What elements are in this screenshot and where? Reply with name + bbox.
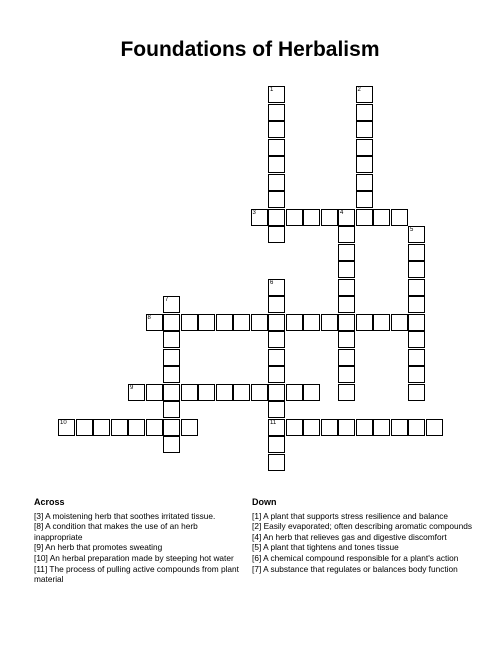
grid-cell[interactable] bbox=[251, 384, 268, 401]
grid-cell[interactable] bbox=[391, 419, 408, 436]
grid-cell[interactable] bbox=[233, 384, 250, 401]
grid-cell[interactable] bbox=[408, 296, 425, 313]
grid-cell[interactable] bbox=[163, 331, 180, 348]
grid-cell[interactable] bbox=[408, 314, 425, 331]
grid-cell[interactable] bbox=[268, 454, 285, 471]
clue-text: An herb that promotes sweating bbox=[45, 542, 163, 553]
grid-cell[interactable] bbox=[268, 401, 285, 418]
clue-number: 10 bbox=[36, 552, 46, 563]
grid-cell[interactable] bbox=[268, 419, 285, 436]
grid-cell[interactable] bbox=[146, 384, 163, 401]
across-heading: Across bbox=[34, 497, 65, 507]
down-clue: [4] An herb that relieves gas and digestive discomfort bbox=[252, 531, 447, 542]
grid-cell[interactable] bbox=[338, 279, 355, 296]
clue-number: 6 bbox=[254, 552, 259, 563]
grid-cell[interactable] bbox=[408, 419, 425, 436]
clue-number: 3 bbox=[36, 510, 41, 521]
grid-cell[interactable] bbox=[286, 419, 303, 436]
grid-cell[interactable] bbox=[93, 419, 110, 436]
down-clues bbox=[252, 497, 474, 574]
clue-number: 11 bbox=[36, 563, 45, 574]
grid-cell[interactable] bbox=[356, 209, 373, 226]
down-heading: Down bbox=[252, 497, 277, 507]
cell-number: 2 bbox=[357, 87, 361, 93]
down-clue: [1] A plant that supports stress resilience and balance bbox=[252, 510, 449, 521]
grid-cell[interactable] bbox=[268, 104, 285, 121]
cell-number: 7 bbox=[165, 297, 169, 303]
grid-cell[interactable] bbox=[391, 209, 408, 226]
grid-cell[interactable] bbox=[408, 366, 425, 383]
cell-number: 5 bbox=[410, 227, 414, 233]
grid-cell[interactable] bbox=[408, 279, 425, 296]
across-clues bbox=[34, 497, 246, 585]
grid-cell[interactable] bbox=[268, 279, 285, 296]
grid-cell[interactable] bbox=[268, 314, 285, 331]
grid-cell[interactable] bbox=[408, 331, 425, 348]
grid-cell[interactable] bbox=[163, 349, 180, 366]
clue-number: 2 bbox=[254, 521, 259, 532]
grid-cell[interactable] bbox=[338, 384, 355, 401]
grid-cell[interactable] bbox=[163, 296, 180, 313]
grid-cell[interactable] bbox=[303, 314, 320, 331]
across-list bbox=[34, 511, 246, 585]
grid-cell[interactable] bbox=[286, 209, 303, 226]
grid-cell[interactable] bbox=[408, 244, 425, 261]
grid-cell[interactable] bbox=[268, 226, 285, 243]
clue-text: A substance that regulates or balances body function bbox=[263, 563, 458, 574]
grid-cell[interactable] bbox=[268, 139, 285, 156]
grid-cell[interactable] bbox=[338, 366, 355, 383]
grid-cell[interactable] bbox=[408, 384, 425, 401]
grid-cell[interactable] bbox=[356, 191, 373, 208]
across-clue: [8] A condition that makes the use of an herb inappropriate bbox=[34, 521, 198, 542]
grid-cell[interactable] bbox=[356, 121, 373, 138]
grid-cell[interactable] bbox=[338, 349, 355, 366]
grid-cell[interactable] bbox=[268, 86, 285, 103]
grid-cell[interactable] bbox=[303, 209, 320, 226]
clue-text: A plant that tightens and tones tissue bbox=[263, 542, 399, 553]
grid-cell[interactable] bbox=[408, 261, 425, 278]
grid-cell[interactable] bbox=[338, 419, 355, 436]
across-clue: [9] An herb that promotes sweating bbox=[34, 542, 163, 553]
grid-cell[interactable] bbox=[338, 296, 355, 313]
grid-cell[interactable] bbox=[181, 314, 198, 331]
clue-text: A chemical compound responsible for a plant's action bbox=[263, 552, 459, 563]
grid-cell[interactable] bbox=[321, 419, 338, 436]
cell-number: 3 bbox=[252, 209, 256, 216]
down-clue: [6] A chemical compound responsible for a plant's action bbox=[252, 552, 459, 563]
across-clue: [10] An herbal preparation made by steeping hot water bbox=[34, 552, 234, 563]
grid-cell[interactable] bbox=[111, 419, 128, 436]
grid-cell[interactable] bbox=[128, 419, 145, 436]
grid-cell[interactable] bbox=[233, 314, 250, 331]
grid-cell[interactable] bbox=[268, 331, 285, 348]
grid-cell[interactable] bbox=[356, 139, 373, 156]
clue-text: An herb that relieves gas and digestive discomfort bbox=[263, 531, 447, 542]
grid-cell[interactable] bbox=[163, 419, 180, 436]
grid-cell[interactable] bbox=[181, 384, 198, 401]
grid-cell[interactable] bbox=[338, 244, 355, 261]
grid-cell[interactable] bbox=[58, 419, 75, 436]
across-clue: [11] The process of pulling active compounds from plant material bbox=[34, 563, 239, 585]
grid-cell[interactable] bbox=[286, 384, 303, 401]
grid-cell[interactable] bbox=[146, 419, 163, 436]
grid-cell[interactable] bbox=[373, 314, 390, 331]
clue-number: 8 bbox=[36, 521, 41, 532]
grid-cell[interactable] bbox=[268, 349, 285, 366]
grid-cell[interactable] bbox=[408, 226, 425, 243]
grid-cell[interactable] bbox=[321, 209, 338, 226]
clue-number: 4 bbox=[254, 531, 259, 542]
puzzle-title: Foundations of Herbalism bbox=[120, 38, 380, 61]
cell-number: 6 bbox=[270, 279, 274, 286]
grid-cell[interactable] bbox=[181, 419, 198, 436]
clue-text: Easily evaporated; often describing aromatic compounds bbox=[263, 521, 473, 532]
grid-cell[interactable] bbox=[163, 366, 180, 383]
grid-cell[interactable] bbox=[268, 156, 285, 173]
grid-cell[interactable] bbox=[268, 366, 285, 383]
grid-cell[interactable] bbox=[268, 436, 285, 453]
across-clue: [3] A moistening herb that soothes irritated tissue. bbox=[34, 510, 216, 521]
grid-cell[interactable] bbox=[268, 174, 285, 191]
cell-number: 1 bbox=[270, 87, 274, 93]
grid-cell[interactable] bbox=[338, 226, 355, 243]
down-clue: [7] A substance that regulates or balances body function bbox=[252, 563, 458, 574]
cell-number: 9 bbox=[130, 384, 134, 391]
down-clue: [2] Easily evaporated; often describing aromatic compounds bbox=[252, 521, 473, 532]
grid-cell[interactable] bbox=[163, 314, 180, 331]
grid-cell[interactable] bbox=[356, 104, 373, 121]
clue-number: 7 bbox=[254, 563, 259, 574]
grid-cell[interactable] bbox=[373, 419, 390, 436]
down-clue: [5] A plant that tightens and tones tissue bbox=[252, 542, 399, 553]
clue-text: The process of pulling active compounds from plant material bbox=[34, 563, 239, 585]
cell-number: 10 bbox=[60, 419, 67, 426]
grid-cell[interactable] bbox=[356, 156, 373, 173]
grid-cell[interactable] bbox=[251, 314, 268, 331]
grid-cell[interactable] bbox=[268, 296, 285, 313]
grid-cell[interactable] bbox=[391, 314, 408, 331]
clue-number: 5 bbox=[254, 542, 259, 553]
grid-cell[interactable] bbox=[146, 314, 163, 331]
cell-number: 11 bbox=[270, 419, 277, 426]
grid-cell[interactable] bbox=[198, 314, 215, 331]
grid-cell[interactable] bbox=[338, 314, 355, 331]
grid-cell[interactable] bbox=[163, 384, 180, 401]
grid-cell[interactable] bbox=[268, 191, 285, 208]
grid-cell[interactable] bbox=[356, 419, 373, 436]
grid-cell[interactable] bbox=[373, 209, 390, 226]
grid-cell[interactable] bbox=[216, 384, 233, 401]
grid-cell[interactable] bbox=[408, 349, 425, 366]
grid-cell[interactable] bbox=[76, 419, 93, 436]
grid-cell[interactable] bbox=[426, 419, 443, 436]
down-list bbox=[252, 511, 474, 575]
grid-cell[interactable] bbox=[163, 436, 180, 453]
clue-text: A plant that supports stress resilience and balance bbox=[263, 510, 449, 521]
grid-cell[interactable] bbox=[286, 314, 303, 331]
grid-cell[interactable] bbox=[356, 174, 373, 191]
grid-cell[interactable] bbox=[356, 86, 373, 103]
grid-cell[interactable] bbox=[251, 209, 268, 226]
clue-text: A moistening herb that soothes irritated tissue. bbox=[45, 510, 216, 521]
cell-number: 4 bbox=[340, 209, 344, 216]
cell-number: 8 bbox=[147, 314, 151, 321]
grid-cell[interactable] bbox=[216, 314, 233, 331]
grid-cell[interactable] bbox=[268, 209, 285, 226]
clue-text: A condition that makes the use of an herb inappropriate bbox=[34, 521, 198, 542]
grid-cell[interactable] bbox=[303, 419, 320, 436]
grid-cell[interactable] bbox=[338, 261, 355, 278]
grid-cell[interactable] bbox=[338, 209, 355, 226]
clue-number: 1 bbox=[254, 510, 259, 521]
grid-cell[interactable] bbox=[321, 314, 338, 331]
grid-cell[interactable] bbox=[198, 384, 215, 401]
grid-cell[interactable] bbox=[338, 331, 355, 348]
grid-cell[interactable] bbox=[268, 121, 285, 138]
clue-text: An herbal preparation made by steeping hot water bbox=[49, 552, 234, 563]
grid-cell[interactable] bbox=[356, 314, 373, 331]
grid-cell[interactable] bbox=[303, 384, 320, 401]
grid-cell[interactable] bbox=[268, 384, 285, 401]
grid-cell[interactable] bbox=[128, 384, 145, 401]
grid-cell[interactable] bbox=[163, 401, 180, 418]
clue-number: 9 bbox=[36, 542, 41, 553]
